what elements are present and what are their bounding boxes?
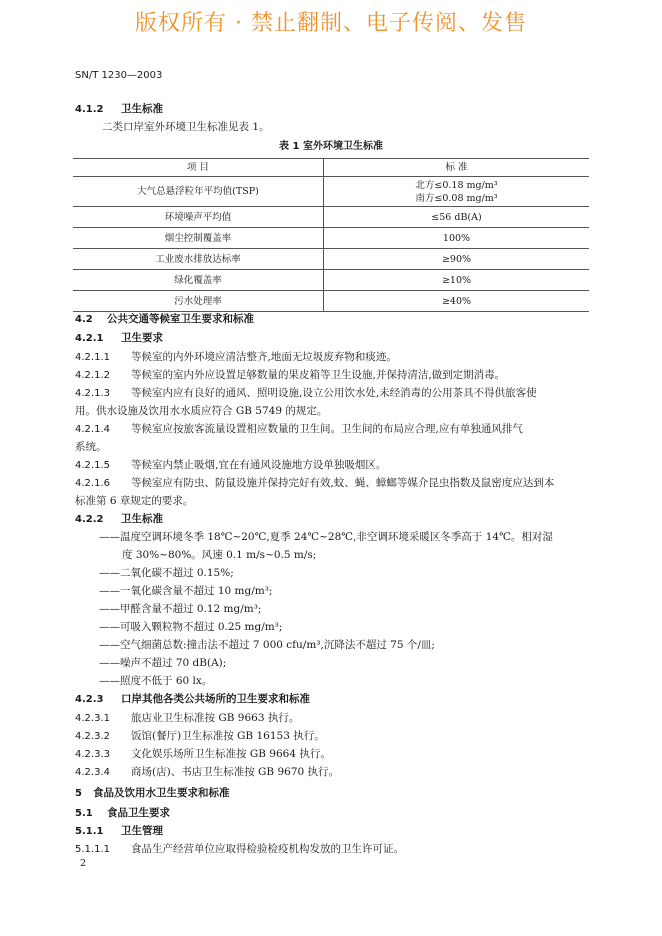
clause-4-2-3-3: 4.2.3.3 文化娱乐场所卫生标准按 GB 9664 执行。 — [75, 748, 331, 760]
table-cell-item: 污水处理率 — [73, 291, 324, 312]
table-1-caption: 表 1 室外环境卫生标准 — [279, 141, 383, 152]
table-cell-standard: ≥90% — [324, 249, 590, 270]
clause-4-2-1-2: 4.2.1.2 等候室的室内外应设置足够数量的果皮箱等卫生设施,并保持清洁,做到定期消毒。 — [75, 369, 506, 381]
clause-4-2-1-6-cont: 标准第 6 章规定的要求。 — [75, 495, 194, 507]
table-cell-standard: 100% — [324, 228, 590, 249]
table-cell-item: 烟尘控制覆盖率 — [73, 228, 324, 249]
table-cell-item: 绿化覆盖率 — [73, 270, 324, 291]
table-row — [73, 270, 589, 291]
standard-item-temperature: ——温度空调环境冬季 18℃~20℃,夏季 24℃~28℃,非空调环境采暖区冬季高于 14℃。相对湿 — [99, 531, 553, 543]
section-4-1-2-intro: 二类口岸室外环境卫生标准见表 1。 — [102, 121, 270, 133]
table-row — [73, 228, 589, 249]
section-5-1-heading: 5.1 食品卫生要求 — [75, 807, 170, 819]
standard-item-noise: ——噪声不超过 70 dB(A); — [99, 657, 227, 669]
standard-item-co2: ——二氧化碳不超过 0.15%; — [99, 567, 234, 579]
table-header-item: 项 目 — [73, 159, 324, 177]
table-1 — [73, 158, 589, 312]
clause-4-2-3-4: 4.2.3.4 商场(店)、书店卫生标准按 GB 9670 执行。 — [75, 766, 340, 778]
clause-4-2-1-3-cont: 用。供水设施及饮用水水质应符合 GB 5749 的规定。 — [75, 405, 328, 417]
clause-4-2-3-2: 4.2.3.2 饭馆(餐厅)卫生标准按 GB 16153 执行。 — [75, 730, 325, 742]
section-4-2-1-heading: 4.2.1 卫生要求 — [75, 332, 163, 344]
standard-south: 南方≤0.08 mg/m³ — [415, 192, 498, 204]
table-cell-item: 大气总悬浮粒年平均值(TSP) — [73, 177, 324, 207]
table-row — [73, 207, 589, 228]
watermark-banner: 版权所有 · 禁止翻制、电子传阅、发售 — [135, 11, 527, 36]
clause-4-2-1-3: 4.2.1.3 等候室内应有良好的通风、照明设施,设立公用饮水处,未经消毒的公用茶具不得供旅客使 — [75, 387, 537, 399]
clause-4-2-1-1: 4.2.1.1 等候室的内外环境应清洁整齐,地面无垃圾废弃物和痰迹。 — [75, 351, 397, 363]
table-cell-standard: ≥40% — [324, 291, 590, 312]
standard-item-particles: ——可吸入颗粒物不超过 0.25 mg/m³; — [99, 621, 283, 633]
table-header-row — [73, 159, 589, 177]
section-5-heading: 5 食品及饮用水卫生要求和标准 — [75, 787, 230, 799]
table-cell-standard: ≤56 dB(A) — [324, 207, 590, 228]
clause-4-2-1-4: 4.2.1.4 等候室应按旅客流量设置相应数量的卫生间。卫生间的布局应合理,应有单独通风排气 — [75, 423, 523, 435]
clause-4-2-1-5: 4.2.1.5 等候室内禁止吸烟,宜在有通风设施地方设单独吸烟区。 — [75, 459, 387, 471]
table-cell-item: 环境噪声平均值 — [73, 207, 324, 228]
table-row — [73, 291, 589, 312]
standard-item-temperature-cont: 度 30%~80%。风速 0.1 m/s~0.5 m/s; — [122, 549, 317, 561]
table-row — [73, 177, 589, 207]
standard-number: SN/T 1230—2003 — [75, 70, 163, 81]
standard-item-co: ——一氧化碳含量不超过 10 mg/m³; — [99, 585, 273, 597]
section-4-1-2-heading: 4.1.2 卫生标准 — [75, 103, 163, 115]
section-4-2-heading: 4.2 公共交通等候室卫生要求和标准 — [75, 313, 254, 325]
table-cell-standard — [324, 177, 590, 207]
table-cell-item: 工业废水排放达标率 — [73, 249, 324, 270]
section-4-2-3-heading: 4.2.3 口岸其他各类公共场所的卫生要求和标准 — [75, 693, 310, 705]
standard-north: 北方≤0.18 mg/m³ — [415, 179, 498, 191]
table-header-standard: 标 准 — [324, 159, 590, 177]
standard-item-bacteria: ——空气细菌总数:撞击法不超过 7 000 cfu/m³,沉降法不超过 75 个/皿; — [99, 639, 435, 651]
page-number: 2 — [80, 858, 87, 869]
clause-4-2-1-4-cont: 系统。 — [75, 441, 107, 453]
table-cell-standard: ≥10% — [324, 270, 590, 291]
clause-4-2-3-1: 4.2.3.1 旅店业卫生标准按 GB 9663 执行。 — [75, 712, 300, 724]
clause-5-1-1-1: 5.1.1.1 食品生产经营单位应取得检验检疫机构发放的卫生许可证。 — [75, 843, 404, 855]
table-row — [73, 249, 589, 270]
section-5-1-1-heading: 5.1.1 卫生管理 — [75, 825, 163, 837]
clause-4-2-1-6: 4.2.1.6 等候室应有防虫、防鼠设施并保持完好有效,蚊、蝇、蟑螂等媒介昆虫指数及鼠密度应达到本 — [75, 477, 555, 489]
standard-item-formaldehyde: ——甲醛含量不超过 0.12 mg/m³; — [99, 603, 262, 615]
section-4-2-2-heading: 4.2.2 卫生标准 — [75, 513, 163, 525]
standard-item-illuminance: ——照度不低于 60 lx。 — [99, 675, 213, 687]
